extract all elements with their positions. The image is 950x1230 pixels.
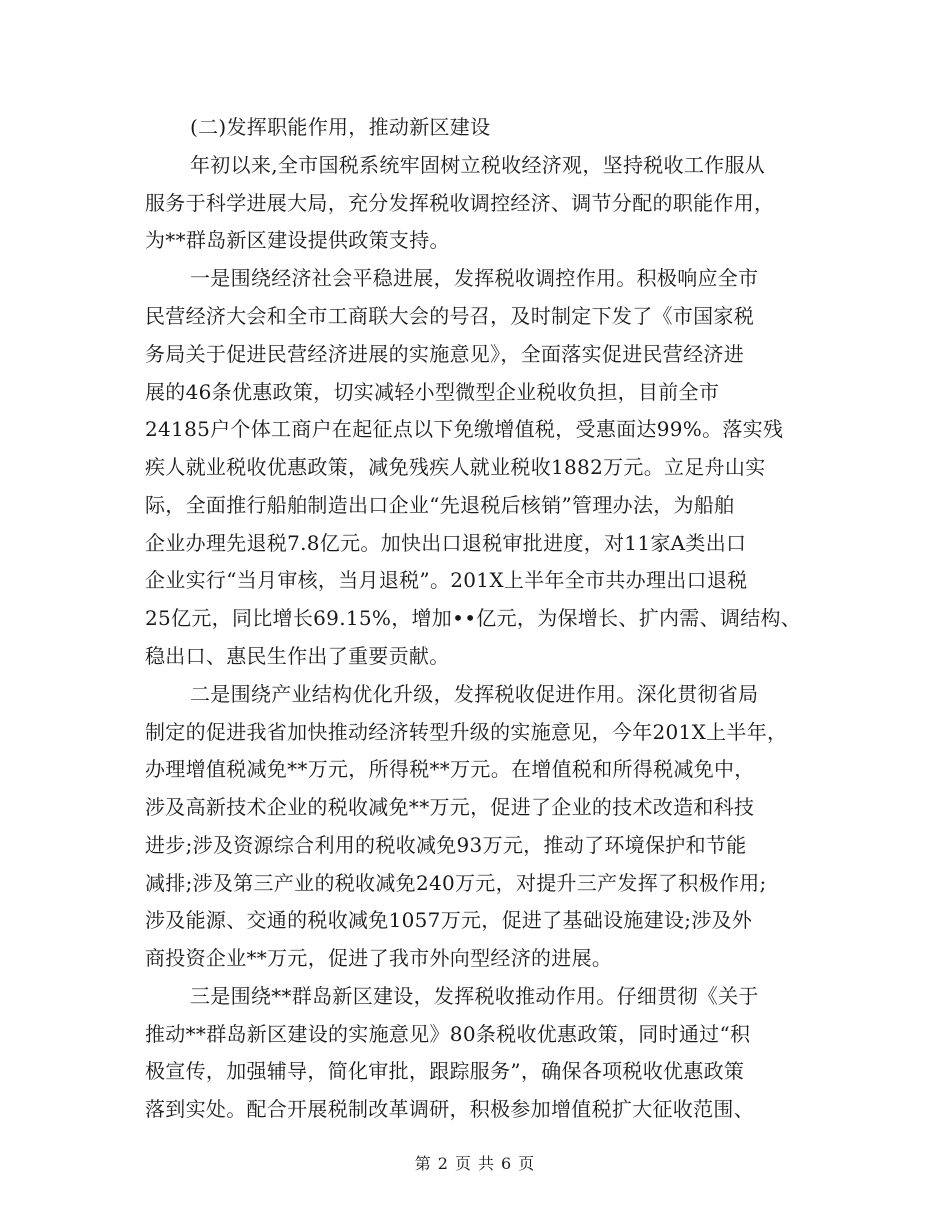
paragraph-line: 涉及高新技术企业的税收减免**万元，促进了企业的技术改造和科技 <box>145 795 755 819</box>
paragraph-line: 疾人就业税收优惠政策，减免残疾人就业税收1882万元。立足舟山实 <box>145 455 766 479</box>
footer-suffix: 页 <box>518 1154 536 1173</box>
paragraph-line: 务局关于促进民营经济进展的实施意见》，全面落实促进民营经济进 <box>145 342 744 366</box>
paragraph-line: 进步;涉及资源综合利用的税收减免93万元，推动了环境保护和节能 <box>145 833 747 857</box>
paragraph-line: 制定的促进我省加快推动经济转型升级的实施意见，今年201X上半年， <box>145 720 788 744</box>
paragraph-line: 一是围绕经济社会平稳进展，发挥税收调控作用。积极响应全市 <box>190 266 759 290</box>
section-heading: (二)发挥职能作用，推动新区建设 <box>190 115 491 139</box>
footer-middle: 页 共 <box>454 1154 496 1173</box>
page-number: 2 <box>437 1154 449 1173</box>
paragraph-line: 二是围绕产业结构优化升级，发挥税收促进作用。深化贯彻省局 <box>190 682 759 706</box>
paragraph-line: 为**群岛新区建设提供政策支持。 <box>145 228 450 252</box>
page-footer <box>0 1152 950 1176</box>
paragraph-line: 推动**群岛新区建设的实施意见》80条税收优惠政策，同时通过“积 <box>145 1022 751 1046</box>
paragraph-line: 减排;涉及第三产业的税收减免240万元，对提升三产发挥了积极作用; <box>145 871 767 895</box>
paragraph-line: 24185户个体工商户在起征点以下免缴增值税，受惠面达99%。落实残 <box>145 417 784 441</box>
paragraph-line: 三是围绕**群岛新区建设，发挥税收推动作用。仔细贯彻《关于 <box>190 984 759 1008</box>
paragraph-line: 服务于科学进展大局，充分发挥税收调控经济、调节分配的职能作用， <box>145 191 775 215</box>
paragraph-line: 办理增值税减免**万元，所得税**万元。在增值税和所得税减免中， <box>145 757 755 781</box>
paragraph-line: 落到实处。配合开展税制改革调研，积极参加增值税扩大征收范围、 <box>145 1097 754 1121</box>
paragraph-line: 展的46条优惠政策，切实减轻小型微型企业税收负担，目前全市 <box>145 380 720 404</box>
paragraph-line: 稳出口、惠民生作出了重要贡献。 <box>145 644 450 668</box>
paragraph-line: 民营经济大会和全市工商联大会的号召，及时制定下发了《市国家税 <box>145 304 754 328</box>
paragraph-line: 极宣传，加强辅导，简化审批，跟踪服务”，确保各项税收优惠政策 <box>145 1059 745 1083</box>
paragraph-line: 企业实行“当月审核，当月退税”。201X上半年全市共办理出口退税 <box>145 568 748 592</box>
paragraph-line: 商投资企业**万元，促进了我市外向型经济的进展。 <box>145 946 613 970</box>
footer-prefix: 第 <box>414 1154 432 1173</box>
paragraph-line: 涉及能源、交通的税收减免1057万元，促进了基础设施建设;涉及外 <box>145 908 753 932</box>
paragraph-line: 年初以来,全市国税系统牢固树立税收经济观，坚持税收工作服从 <box>190 153 766 177</box>
page-total: 6 <box>501 1154 513 1173</box>
paragraph-line: 25亿元，同比增长69.15%，增加••亿元，为保增长、扩内需、调结构、 <box>145 606 802 630</box>
paragraph-line: 企业办理先退税7.8亿元。加快出口退税审批进度，对11家A类出口 <box>145 531 747 555</box>
paragraph-line: 际，全面推行船舶制造出口企业“先退税后核销”管理办法，为船舶 <box>145 493 735 517</box>
